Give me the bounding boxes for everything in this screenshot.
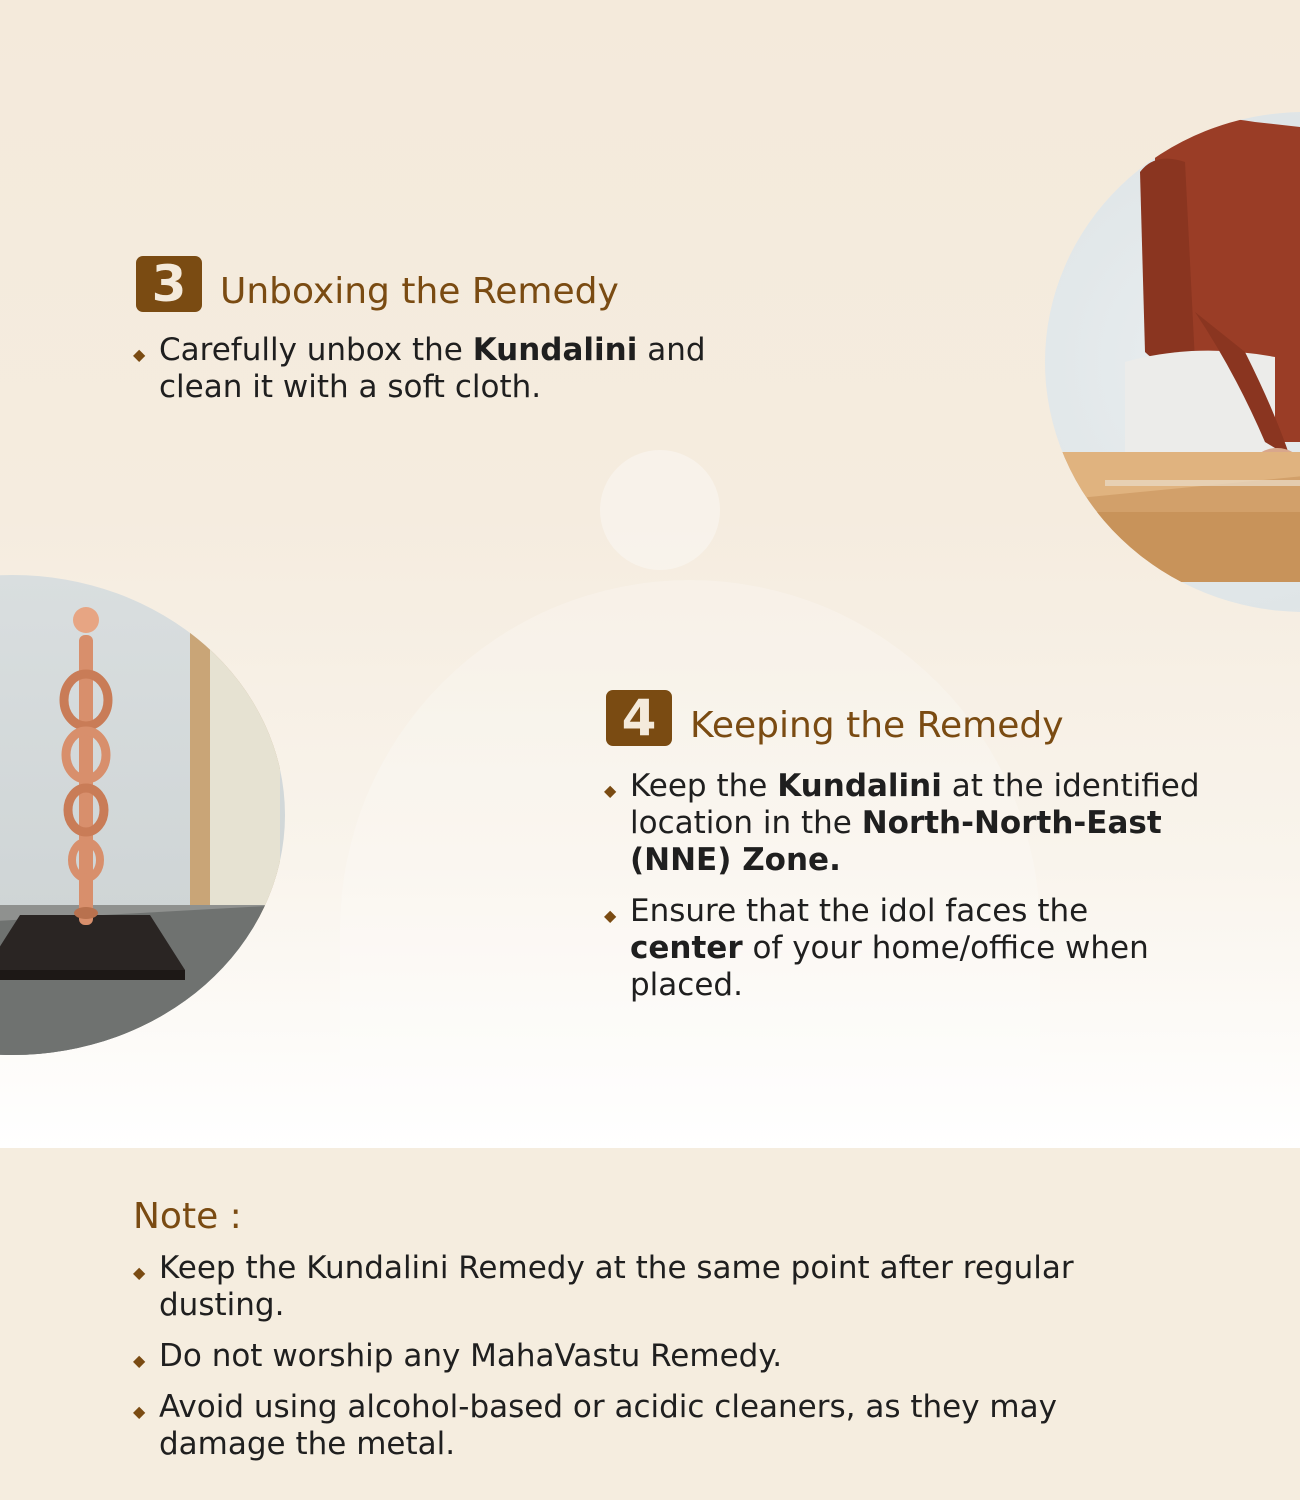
step-4-number-badge: 4 [606,690,672,746]
note-item: ◆ Avoid using alcohol-based or acidic cleaners, as they may damage the metal. [133,1389,1057,1462]
diamond-bullet-icon: ◆ [604,906,617,925]
step-3-heading [136,256,619,312]
step-3-number-badge: 3 [136,256,202,312]
diamond-bullet-icon: ◆ [133,1402,146,1421]
diamond-bullet-icon: ◆ [604,781,617,800]
unboxing-photo [1045,112,1300,612]
kundalini-idol-photo [0,575,285,1055]
step-3-title: Unboxing the Remedy [220,271,619,312]
step-4-bullet: ◆ Keep the Kundalini at the identified location in the North-North-East (NNE) Zone. [604,768,1200,878]
note-item: ◆ Do not worship any MahaVastu Remedy. [133,1338,1173,1375]
step-4-bullet: ◆ Ensure that the idol faces the center of your home/office when placed. [604,893,1149,1003]
note-item: ◆ Keep the Kundalini Remedy at the same point after regular dusting. [133,1250,1074,1323]
step-3-bullet: ◆ Carefully unbox the Kundalini and clean it with a soft cloth. [133,332,706,405]
watermark-dot [600,450,720,570]
step-4-heading [606,690,1064,746]
note-title: Note : [133,1196,242,1237]
diamond-bullet-icon: ◆ [133,1263,146,1282]
diamond-bullet-icon: ◆ [133,345,146,364]
step-4-bullet-list [604,768,1204,1018]
note-list [133,1250,1173,1477]
step-3-bullet-list [133,332,733,420]
diamond-bullet-icon: ◆ [133,1351,146,1370]
step-4-title: Keeping the Remedy [690,705,1064,746]
